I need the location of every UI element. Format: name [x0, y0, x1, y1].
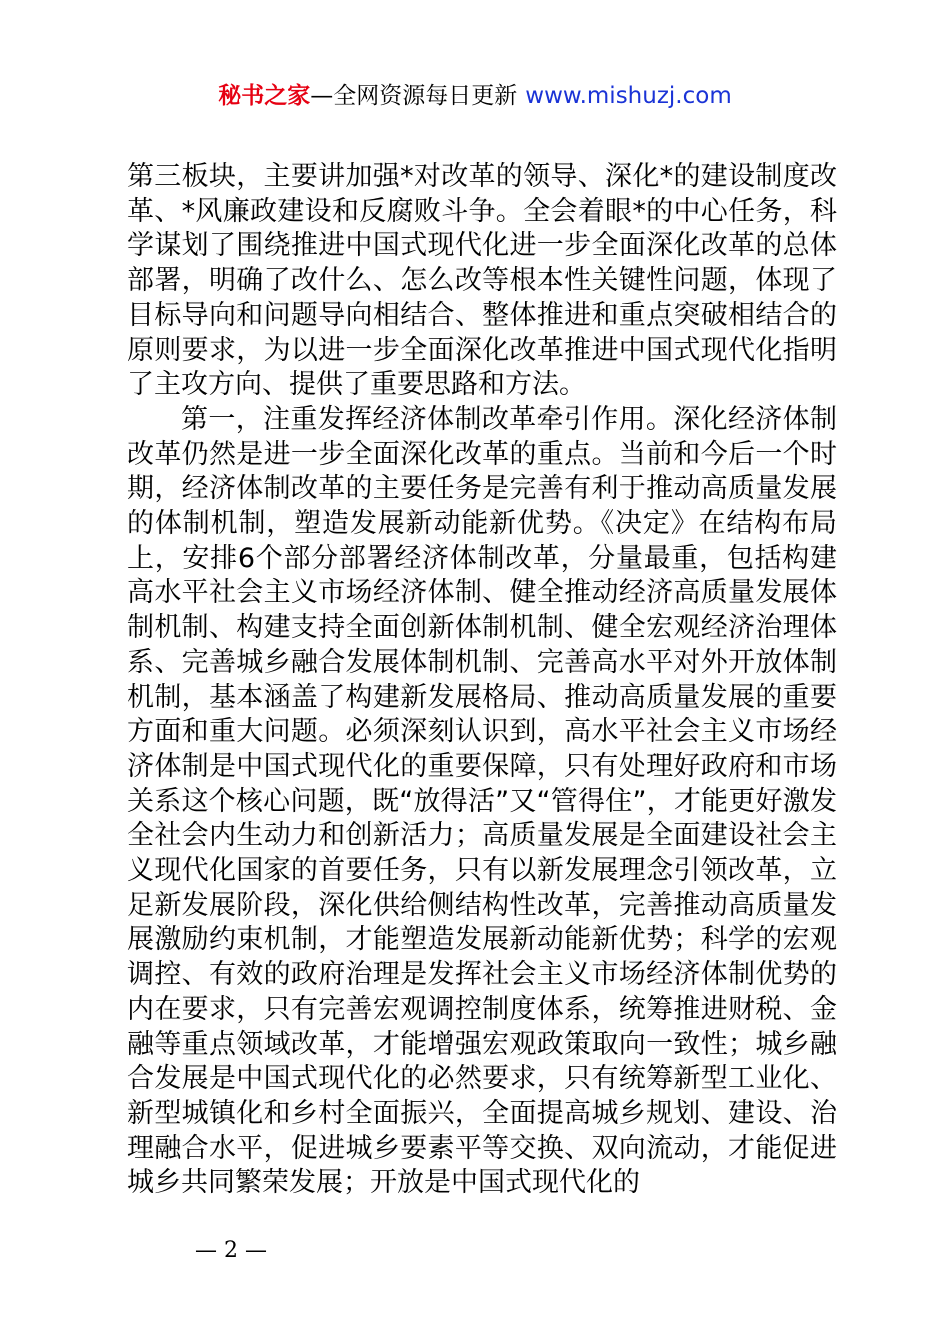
site-brand: 秘书之家 — [218, 83, 311, 109]
document-body — [127, 160, 837, 1201]
site-header — [0, 78, 950, 114]
paragraph-2: 第一，注重发挥经济体制改革牵引作用。深化经济体制改革仍然是进一步全面深化改革的重点。当前和今后一个时期，经济体制改革的主要任务是完善有利于推动高质量发展的体制机制，塑造发展新动能新优势。《决定》在结构布局上，安排6个部分部署经济体制改革，分量最重，包括构建高水平社会主义市场经济体制、健全推动经济高质量发展体制机制、构建支持全面创新体制机制、健全宏观经济治理体系、完善城乡融合发展体制机制、完善高水平对外开放体制机制，基本涵盖了构建新发展格局、推动高质量发展的重要方面和重大问题。必须深刻认识到，高水平社会主义市场经济体制是中国式现代化的重要保障，只有处理好政府和市场关系这个核心问题，既“放得活”又“管得住”，才能更好激发全社会内生动力和创新活力；高质量发展是全面建设社会主义现代化国家的首要任务，只有以新发展理念引领改革，立足新发展阶段，深化供给侧结构性改革，完善推动高质量发展激励约束机制，才能塑造发展新动能新优势；科学的宏观调控、有效的政府治理是发挥社会主义市场经济体制优势的内在要求，只有完善宏观调控制度体系，统筹推进财税、金融等重点领域改革，才能增强宏观政策取向一致性；城乡融合发展是中国式现代化的必然要求，只有统筹新型工业化、新型城镇化和乡村全面振兴，全面提高城乡规划、建设、治理融合水平，促进城乡要素平等交换、双向流动，才能促进城乡共同繁荣发展；开放是中国式现代化的 — [127, 403, 837, 1199]
site-url-link[interactable]: www.mishuzj.com — [525, 83, 732, 109]
page-number: — 2 — — [195, 1238, 267, 1263]
paragraph-1: 第三板块，主要讲加强*对改革的领导、深化*的建设制度改革、*风廉政建设和反腐败斗争。全会着眼*的中心任务，科学谋划了围绕推进中国式现代化进一步全面深化改革的总体部署，明确了改什么、怎么改等根本性关键性问题，体现了目标导向和问题导向相结合、整体推进和重点突破相结合的原则要求，为以进一步全面深化改革推进中国式现代化指明了主攻方向、提供了重要思路和方法。 — [127, 161, 837, 401]
site-slogan: —全网资源每日更新 — [310, 83, 518, 109]
